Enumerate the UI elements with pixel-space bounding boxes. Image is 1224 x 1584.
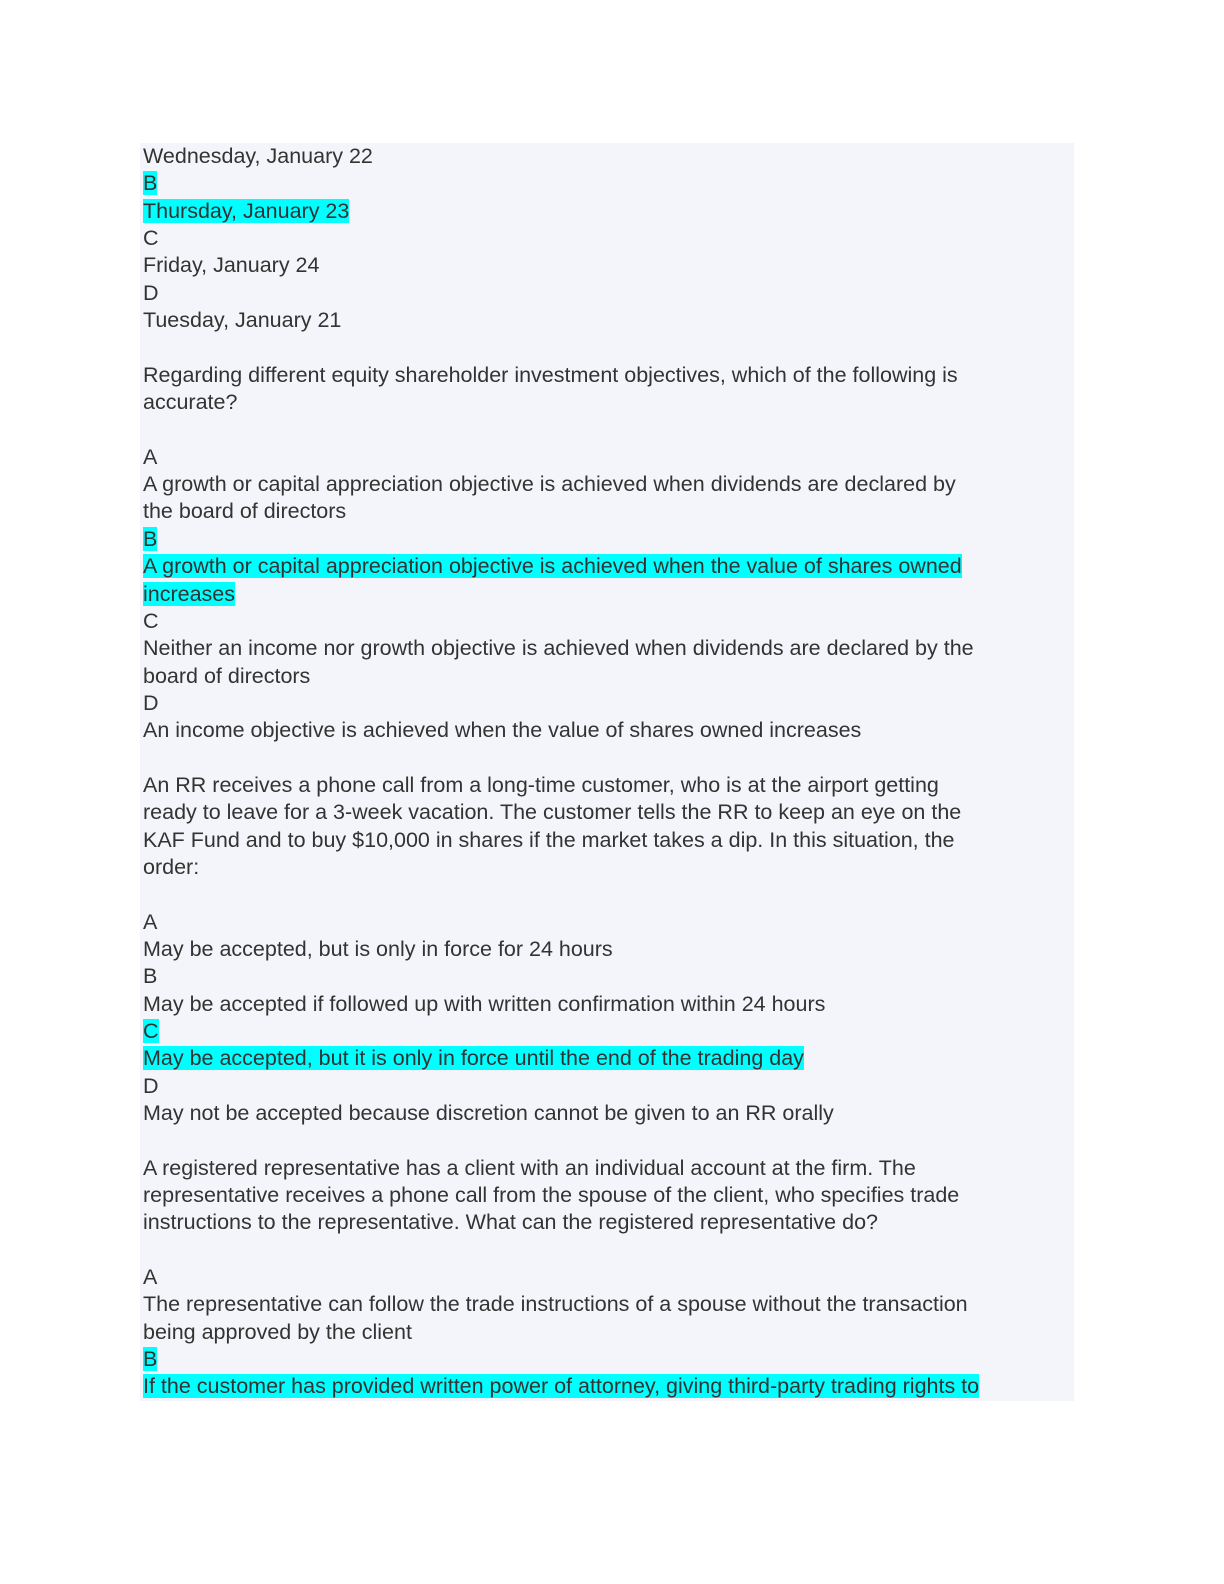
option-letter — [143, 909, 1073, 936]
option-letter — [143, 444, 1073, 471]
text-line — [143, 389, 1073, 416]
text-line — [143, 471, 1073, 498]
text-line — [143, 1319, 1073, 1346]
text-line — [143, 1291, 1073, 1318]
highlighted-answer-text: May be accepted, but it is only in force until the end of the trading day — [143, 1046, 804, 1071]
highlighted-answer-text: B — [143, 171, 158, 196]
line-text: C — [143, 608, 159, 633]
line-text: A — [143, 909, 158, 934]
line-text: A — [143, 1265, 158, 1290]
line-text: order: — [143, 854, 200, 879]
text-line — [143, 1155, 1073, 1182]
text-line — [143, 498, 1073, 525]
line-text: D — [143, 690, 159, 715]
text-line — [143, 1209, 1073, 1236]
line-text: ready to leave for a 3-week vacation. The customer tells the RR to keep an eye on the — [143, 800, 962, 825]
line-text: C — [143, 226, 159, 251]
text-line — [143, 663, 1073, 690]
option-letter — [143, 1346, 1073, 1373]
text-line — [143, 252, 1073, 279]
line-text: Wednesday, January 22 — [143, 144, 373, 168]
line-text: representative receives a phone call from the spouse of the client, who specifies trade — [143, 1183, 960, 1208]
option-letter — [143, 1073, 1073, 1100]
line-text: An income objective is achieved when the value of shares owned increases — [143, 718, 862, 743]
blank-line — [143, 745, 1073, 772]
highlighted-answer-text: Thursday, January 23 — [143, 198, 350, 223]
line-text: A growth or capital appreciation objective is achieved when dividends are declared by — [143, 472, 956, 497]
line-text: board of directors — [143, 663, 311, 688]
line-text: An RR receives a phone call from a long-time customer, who is at the airport getting — [143, 772, 939, 797]
option-letter — [143, 280, 1073, 307]
line-text: Tuesday, January 21 — [143, 308, 342, 333]
line-text: B — [143, 964, 158, 989]
line-text: D — [143, 1073, 159, 1098]
blank-line — [143, 334, 1073, 361]
line-text: D — [143, 280, 159, 305]
text-line — [143, 553, 1073, 580]
text-line — [143, 143, 1073, 170]
text-line — [143, 198, 1073, 225]
line-text: May be accepted if followed up with written confirmation within 24 hours — [143, 991, 826, 1016]
line-text: May not be accepted because discretion cannot be given to an RR orally — [143, 1101, 834, 1126]
text-line — [143, 799, 1073, 826]
text-line — [143, 635, 1073, 662]
text-line — [143, 991, 1073, 1018]
line-text: Regarding different equity shareholder investment objectives, which of the following is — [143, 362, 958, 387]
highlighted-answer-text: C — [143, 1019, 159, 1043]
line-text: the board of directors — [143, 499, 347, 524]
line-text: The representative can follow the trade instructions of a spouse without the transaction — [143, 1292, 968, 1317]
text-line — [143, 854, 1073, 881]
text-line — [143, 362, 1073, 389]
text-line — [143, 581, 1073, 608]
option-letter — [143, 690, 1073, 717]
text-line — [143, 1373, 1073, 1400]
document-text — [143, 143, 1073, 1401]
text-line — [143, 936, 1073, 963]
line-text: accurate? — [143, 390, 238, 415]
text-line — [143, 307, 1073, 334]
line-text: A — [143, 444, 158, 469]
blank-line — [143, 1127, 1073, 1154]
option-letter — [143, 963, 1073, 990]
option-letter — [143, 526, 1073, 553]
line-text: A registered representative has a client with an individual account at the firm. The — [143, 1155, 916, 1180]
option-letter — [143, 170, 1073, 197]
line-text: instructions to the representative. What can the registered representative do? — [143, 1210, 878, 1235]
text-line — [143, 717, 1073, 744]
highlighted-answer-text: A growth or capital appreciation objective is achieved when the value of shares owned — [143, 554, 962, 579]
line-text: being approved by the client — [143, 1319, 412, 1344]
highlighted-answer-text: B — [143, 1347, 158, 1372]
line-text: KAF Fund and to buy $10,000 in shares if the market takes a dip. In this situation, the — [143, 827, 955, 852]
text-line — [143, 1100, 1073, 1127]
option-letter — [143, 608, 1073, 635]
highlighted-answer-text: increases — [143, 581, 236, 606]
line-text: Neither an income nor growth objective is achieved when dividends are declared by the — [143, 636, 974, 661]
blank-line — [143, 881, 1073, 908]
text-line — [143, 1045, 1073, 1072]
highlighted-answer-text: If the customer has provided written power of attorney, giving third-party trading rights to — [143, 1374, 980, 1399]
line-text: May be accepted, but is only in force for 24 hours — [143, 936, 613, 961]
blank-line — [143, 1237, 1073, 1264]
highlighted-answer-text: B — [143, 526, 158, 551]
text-line — [143, 772, 1073, 799]
text-line — [143, 1182, 1073, 1209]
option-letter — [143, 225, 1073, 252]
line-text: Friday, January 24 — [143, 253, 320, 278]
text-line — [143, 827, 1073, 854]
option-letter — [143, 1264, 1073, 1291]
option-letter — [143, 1018, 1073, 1045]
blank-line — [143, 416, 1073, 443]
